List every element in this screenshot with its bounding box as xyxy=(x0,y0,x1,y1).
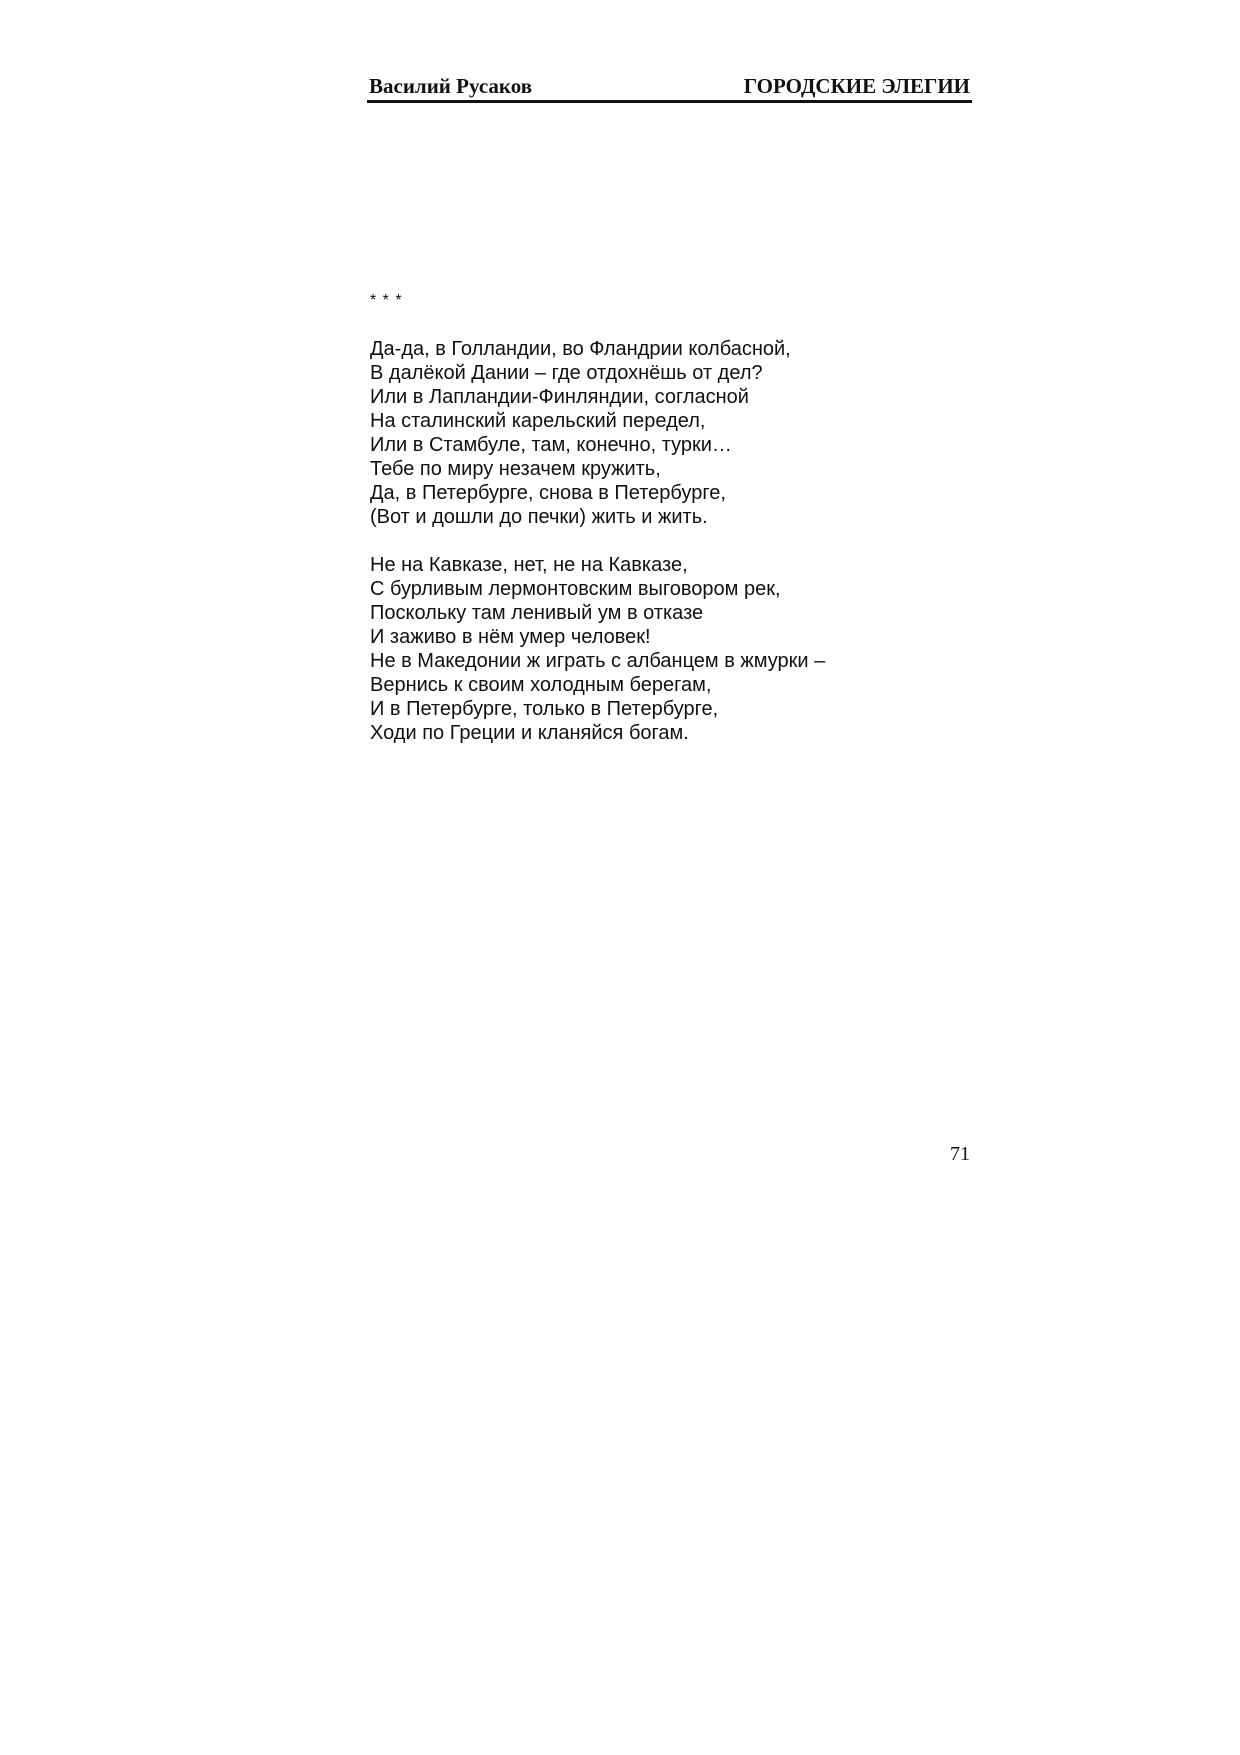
poem-line: В далёкой Дании – где отдохнёшь от дел? xyxy=(370,362,763,384)
poem-line: Тебе по миру незачем кружить, xyxy=(370,458,661,480)
poem-line: И заживо в нём умер человек! xyxy=(370,626,651,648)
header-author: Василий Русаков xyxy=(369,74,533,98)
poem-line: Не на Кавказе, нет, не на Кавказе, xyxy=(370,554,688,576)
poem xyxy=(370,289,970,769)
poem-line: Не в Македонии ж играть с албанцем в жмурки – xyxy=(370,650,826,672)
poem-line: Или в Лапландии-Финляндии, согласной xyxy=(370,386,749,408)
poem-line: Вернись к своим холодным берегам, xyxy=(370,674,712,696)
stanza-2 xyxy=(370,553,970,745)
poem-line: (Вот и дошли до печки) жить и жить. xyxy=(370,506,708,528)
page-number: 71 xyxy=(950,1143,970,1165)
poem-line: И в Петербурге, только в Петербурге, xyxy=(370,698,719,720)
poem-line: Или в Стамбуле, там, конечно, турки… xyxy=(370,434,732,456)
header-book-title: ГОРОДСКИЕ ЭЛЕГИИ xyxy=(743,74,970,98)
poem-line: Да-да, в Голландии, во Фландрии колбасной, xyxy=(370,338,791,360)
running-header xyxy=(367,74,972,103)
stanza-1 xyxy=(370,337,970,529)
poem-line: Ходи по Греции и кланяйся богам. xyxy=(370,722,689,744)
poem-asterism: * * * xyxy=(370,292,403,309)
poem-line: Да, в Петербурге, снова в Петербурге, xyxy=(370,482,726,504)
poem-line: На сталинский карельский передел, xyxy=(370,410,706,432)
poem-line: С бурливым лермонтовским выговором рек, xyxy=(370,578,781,600)
poem-line: Поскольку там ленивый ум в отказе xyxy=(370,602,704,624)
